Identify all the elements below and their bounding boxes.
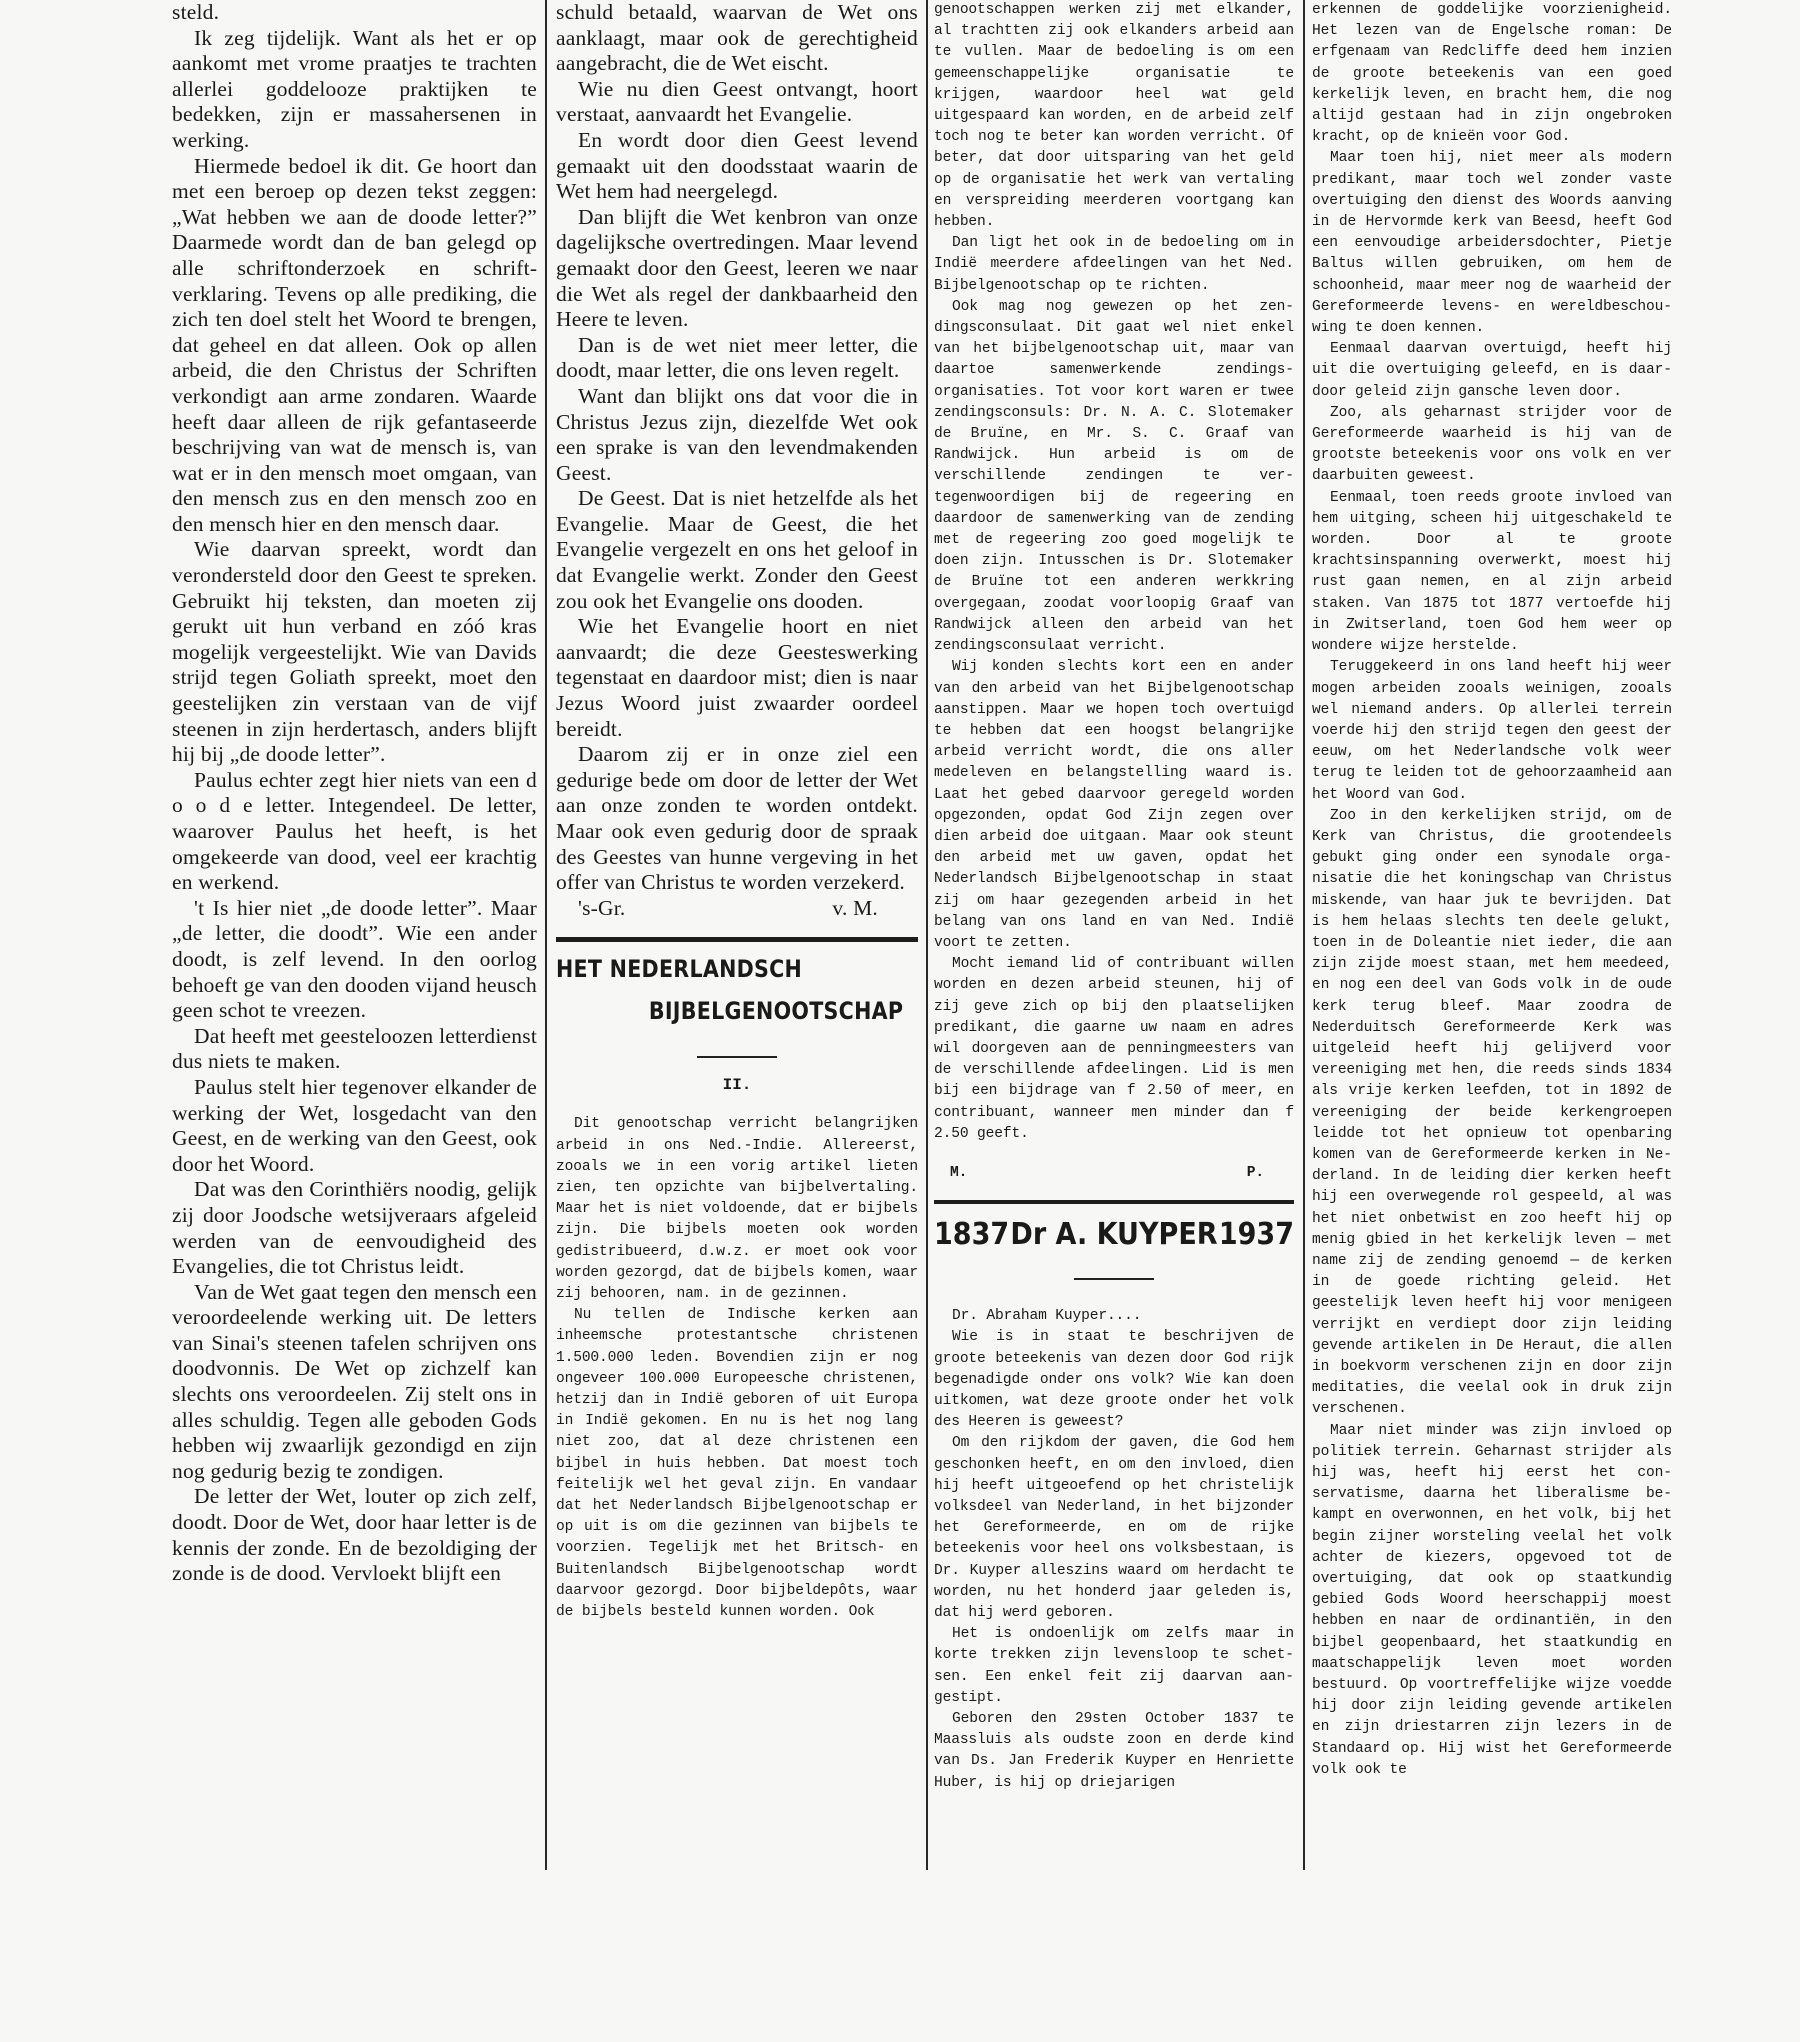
paragraph: Teruggekeerd in ons land heeft hij weer mogen arbeiden zooals weinigen, zooals wel niemand anders. Op allerlei terrein voerde hij den strijd tegen den geest der eeuw, om het Nederlandsche volk weer terug te leiden tot de gehoorzaamheid aan het Woord van God. — [1312, 659, 1672, 803]
article-body — [556, 1114, 918, 1623]
article-signature — [556, 896, 918, 922]
paragraph: steld. — [172, 0, 220, 24]
signature-right: P. — [1246, 1164, 1264, 1181]
paragraph: En wordt door dien Geest levend gemaakt uit den doodsstaat waarin de Wet hem had neergelegd. — [556, 127, 918, 204]
paragraph: Geboren den 29sten October 1837 te Maassluis als oudste zoon en derde kind van Ds. Jan Frederik Kuyper en Henriette Huber, is hij op driejarigen — [934, 1711, 1294, 1791]
paragraph: Paulus echter zegt hier niets van een d o o d e letter. Integendeel. De letter, waarover Paulus het heeft, is het omgekeerde van dood, veel eer krachtig en werkend. — [172, 767, 537, 895]
kuyper-title-year-right: 1937 — [1218, 1217, 1294, 1253]
article-title-line: BIJBELGENOOTSCHAP — [648, 997, 904, 1026]
paragraph: Zoo, als geharnast strijder voor de Gereformeerde waarheid is hij van de grootste beteekenis voor ons volk en ver daarbuiten geweest. — [1312, 404, 1672, 485]
paragraph: Eenmaal daarvan overtuigd, heeft hij uit die overtuiging geleefd, en is daardoor geleid zijn gansche leven door. — [1312, 341, 1672, 400]
article-title — [556, 954, 904, 1026]
kuyper-title — [934, 1218, 1294, 1252]
paragraph: Paulus stelt hier tegenover elkander de werking der Wet, losgedacht van den Geest, en de werking van den Geest, ook door het Woord. — [172, 1074, 537, 1176]
section-divider — [556, 937, 918, 942]
paragraph: Wie het Evangelie hoort en niet aanvaardt; die deze Geesteswerking tegenstaat en daardoor mist; dien is naar Jezus Woord juist zwaarder oordeel bereidt. — [556, 614, 918, 741]
paragraph: Wie nu dien Geest ontvangt, hoort verstaat, aanvaardt het Evangelie. — [556, 76, 918, 127]
kuyper-title-name: Dr A. KUYPER — [1010, 1217, 1218, 1253]
paragraph: Zoo in den kerkelijken strijd, om de Kerk van Christus, die grootendeels gebukt ging onder een synodale organisatie die het koningschap van Christus miskende, van haar juk te bevrijden. Dat is hem helaas slechts ten deele gelukt, toen in de Doleantie niet ieder, die aan zijn zijde moest staan, met hem meedeed, en nog een deel van Gods volk in de oude kerk terug bleef. Maar zoodra de Nederduitsch Gereformeerde Kerk was uitgeleid heeft hij gelijverd voor vereeniging met hen, die reeds sinds 1834 als vrije kerken leefden, tot in 1892 de vereeniging der beide kerkengroepen leidde tot het opnieuw tot openbaring komen van de Gereformeerde kerken in Nederland. In de leiding dier kerken heeft hij een overwegende rol gespeeld, al was het niet onbetwist en zoo heeft hij op menig gbied in het kerkelijk leven — met name zij de zending genoemd — de kerken in de goede richting geleid. Het geestelijk leven heeft hij voor menigeen verrijkt en verdiept door zijn leiding gevende artikelen in De Heraut, die allen in boekvorm verschenen zijn en door zijn meditaties, die veelal ook in druk zijn verschenen. — [1312, 807, 1672, 1418]
column-3 — [934, 0, 1294, 1870]
kuyper-title-year-left: 1837 — [934, 1217, 1010, 1253]
paragraph: genootschappen werken zij met elkander, al trachtten zij ook elkanders arbeid aan te vullen. Maar de bedoeling is om een gemeenschappelijke organisatie te krijgen, waardoor heel wat geld uitgespaard kan worden, en de arbeid zelf toch nog te beter kan worden verricht. Of beter, dat door uitsparing van het geld op de organisatie het werk van vertaling en verspreiding meerderen voortgang kan hebben. — [934, 2, 1294, 231]
column-1 — [172, 0, 537, 1870]
column-4 — [1312, 0, 1672, 1870]
paragraph: Dan ligt het ook in de bedoeling om in Indië meerdere afdeelingen van het Ned. Bijbelgenootschap op te richten. — [934, 235, 1294, 294]
paragraph: Dit genootschap verricht belangrijken arbeid in ons Ned.-Indie. Allereerst, zooals we in een vorig artikel lieten zien, ten opzichte van bijbelvertaling. Maar het is niet voldoende, dat er bijbels zijn. Die bijbels moeten ook worden gedistribueerd, d.w.z. er moet ook voor worden gezorgd, dat de bijbels komen, waar zij behooren, nam. in de gezinnen. — [556, 1116, 918, 1302]
paragraph: Dr. Abraham Kuyper.... — [952, 1308, 1142, 1325]
column-rule — [1303, 0, 1305, 1870]
paragraph: 't Is hier niet „de doode letter”. Maar „de letter, die doodt”. Wie een ander doodt, is zelf levend. In den oorlog behoeft ge van den dooden vijand heusch geen schot te vreezen. — [172, 895, 537, 1023]
paragraph: erkennen de goddelijke voorzienigheid. Het lezen van de Engelsche roman: De erfgenaam van Redcliffe deed hem inzien de groote beteekenis van een goed kerkelijk leven, en bracht hem, die nog altijd gestaan had in zijn ongebroken kracht, op de knieën voor God. — [1312, 2, 1672, 146]
paragraph: Dan blijft die Wet kenbron van onze dagelijksche overtredingen. Maar levend gemaakt door den Geest, leeren we naar die Wet als regel der dankbaarheid den Heere te leven. — [556, 204, 918, 332]
paragraph: Maar toen hij, niet meer als modern predikant, maar toch wel zonder vaste overtuiging den dienst des Woords aanving in de Hervormde kerk van Beesd, heeft God een eenvoudige arbeidersdochter, Pietje Baltus willen gebruiken, om hem de schoonheid, maar meer nog de waarheid der Gereformeerde levens- en wereldbeschouwing te doen kennen. — [1312, 150, 1672, 337]
article-title-line: HET NEDERLANDSCH — [556, 955, 803, 984]
paragraph: Hiermede bedoel ik dit. Ge hoort dan met een beroep op dezen tekst zeggen: „Wat hebben we aan de doode letter?” Daarmede wordt dan de ban gelegd op alle schriftonderzoek en schriftverklaring. Tevens op alle prediking, die zich ten doel stelt het Woord te brengen, dat geheel en dat alleen. Ook op allen arbeid, die den Christus der Schriften verkondigt aan arme zondaren. Waarde heeft daar alleen de rijk gefantaseerde beschrijving van wat de mensch is, van wat er in den mensch moet omgaan, van den mensch zus en den mensch zoo en den mensch hier en den mensch daar. — [172, 153, 537, 536]
title-ornament-rule — [697, 1056, 777, 1058]
column-2 — [556, 0, 918, 1870]
article-signature — [934, 1163, 1294, 1184]
paragraph: Wij konden slechts kort een en ander van den arbeid van het Bijbelgenootschap aanstippen. Maar we hopen toch overtuigd te hebben dat een hoogst belangrijke arbeid verricht wordt, die ons aller medeleven en belangstelling waard is. Laat het gebed daarvoor geregeld worden opgezonden, opdat God Zijn zegen over dien arbeid doe uitgaan. Maar ook steunt den arbeid met uw gaven, opdat het Nederlandsch Bijbelgenootschap in staat zij om haar gezegenden arbeid in het belang van ons land en van Ned. Indië voort te zetten. — [934, 659, 1294, 951]
paragraph: Maar niet minder was zijn invloed op politiek terrein. Geharnast strijder als hij was, heeft hij eerst het conservatisme, daarna het liberalisme bekampt en overwonnen, en het volk, bij het begin zijner worsteling veelal het volk achter de kiezers, opgevoed tot de overtuiging, dat ook op staatkundig gebied Gods Woord heerschappij moest hebben en naar de ordinantiën, in den bijbel geopenbaard, het staatkundig en maatschappelijk leven moet worden bestuurd. Op voortreffelijke wijze voedde hij door zijn leiding gevende artikelen en zijn driestarren zijn lezers in de Standaard op. Hij wist het Gereformeerde volk ook te — [1312, 1422, 1672, 1778]
paragraph: Ik zeg tijdelijk. Want als het er op aankomt met vrome praatjes te trachten allerlei goddelooze praktijken te bedekken, zijn er massahersenen in werking. — [172, 25, 537, 152]
paragraph: De letter der Wet, louter op zich zelf, doodt. Door de Wet, door haar letter is de kennis der zonde. En de bezoldiging der zonde is de dood. Vervloekt blijft een — [172, 1484, 537, 1586]
section-divider — [934, 1200, 1294, 1204]
column-rule — [926, 0, 928, 1870]
paragraph: Dan is de wet niet meer letter, die doodt, maar letter, die ons leven regelt. — [556, 332, 918, 383]
paragraph: Dat heeft met geesteloozen letterdienst dus niets te maken. — [172, 1023, 537, 1074]
paragraph: Om den rijkdom der gaven, die God hem geschonken heeft, en om den invloed, dien hij heeft uitgeoefend op het christelijk volksdeel van Nederland, in het bijzonder het Gereformeerde, en om de rijke beteekenis voor heel ons volksbestaan, is Dr. Kuyper alleszins waard om herdacht te worden, nu het honderd jaar geleden is, dat hij werd geboren. — [934, 1435, 1294, 1622]
signature-left: M. — [950, 1164, 968, 1181]
signature-place: 's-Gr. — [578, 895, 626, 920]
paragraph: Want dan blijkt ons dat voor die in Christus Jezus zijn, diezelfde Wet ook een sprake is van den levendmakenden Geest. — [556, 383, 918, 485]
article-body — [934, 1306, 1294, 1794]
paragraph: Mocht iemand lid of contribuant willen worden en dezen arbeid steunen, hij of zij geve zich op bij den plaatselijken predikant, die gaarne uw naam en adres wil doorgeven aan de penningmeesters van de verschillende afdeelingen. Lid is men bij een bijdrage van f 2.50 of meer, en contribuant, wanneer men minder dan f 2.50 geeft. — [934, 956, 1294, 1142]
paragraph: schuld betaald, waarvan de Wet ons aanklaagt, maar ook de gerechtigheid aangebracht, die de Wet eischt. — [556, 0, 918, 76]
paragraph: Dat was den Corinthiërs noodig, gelijk zij door Joodsche wetsijveraars afgeleid werden van de eenvoudigheid des Evangelies, die tot Christus leidt. — [172, 1177, 537, 1279]
paragraph: Eenmaal, toen reeds groote invloed van hem uitging, scheen hij uitgeschakeld te worden. Door al te groote krachtsinspanning overwerkt, moest hij rust gaan nemen, en al zijn arbeid staken. Van 1875 tot 1877 vertoefde hij in Zwitserland, toen God hem weer op wondere wijze herstelde. — [1312, 489, 1672, 655]
page-columns — [172, 0, 1672, 1870]
paragraph: Nu tellen de Indische kerken aan inheemsche protestantsche christenen 1.500.000 leden. Bovendien zijn er nog ongeveer 100.000 Europeesche christenen, hetzij dan in Indië geboren of uit Europa in Indië gekomen. En nu is het nog lang niet zoo, dat al deze christenen een bijbel in huis hebben. Dat moest toch feitelijk wel het geval zijn. En vandaar dat het Nederlandsch Bijbelgenootschap er op uit is om die gezinnen van bijbels te voorzien. Tegelijk met het Britsch- en Buitenlandsch Bijbelgenootschap wordt daarvoor gezorgd. Door bijbeldepôts, waar de bijbels besteld kunnen worden. Ook — [556, 1307, 918, 1621]
paragraph: Daarom zij er in onze ziel een gedurige bede om door de letter der Wet aan onze zonden te worden ontdekt. Maar ook even gedurig door de spraak des Geestes van hunne vergeving in het offer van Christus te worden verzekerd. — [556, 742, 918, 895]
paragraph: Wie daarvan spreekt, wordt dan verondersteld door den Geest te spreken. Gebruikt hij teksten, dan moeten zij gerukt uit hun verband en zóó kras mogelijk vergeestelijkt. Wie van Davids strijd tegen Goliath spreekt, moet den geestelijken zin verstaan van de vijf steenen in zijn herdertasch, anders blijft hij bij „de doode letter”. — [172, 537, 537, 767]
signature-initials: v. M. — [832, 895, 878, 920]
article-continuation — [934, 0, 1294, 1184]
article-continuation — [556, 0, 918, 921]
paragraph: De Geest. Dat is niet hetzelfde als het Evangelie. Maar de Geest, die het Evangelie vergezelt en ons het geloof in dat Evangelie werkt. Zonder den Geest zou ook het Evangelie ons dooden. — [556, 486, 918, 613]
title-ornament-rule — [1074, 1278, 1154, 1280]
article-part-number: II. — [722, 1076, 752, 1095]
column-rule — [545, 0, 547, 1870]
paragraph: Ook mag nog gewezen op het zendingsconsulaat. Dit gaat wel niet enkel van het bijbelgenootschap uit, maar van daartoe samenwerkende zendingsorganisaties. Tot voor kort waren er twee zendingsconsuls: Dr. N. A. C. Slotemaker de Bruïne, en Mr. S. C. Graaf van Randwijck. Hun arbeid is om de verschillende zendingen te vertegenwoordigen bij de regeering en daardoor de samenwerking van de zending met de regeering zoo goed mogelijk te doen zijn. Intusschen is Dr. Slotemaker de Bruïne tot een anderen werkkring overgegaan, zoodat voorloopig Graaf van Randwijck alleen den arbeid van het zendingsconsulaat verricht. — [934, 298, 1294, 655]
paragraph: Het is ondoenlijk om zelfs maar in korte trekken zijn levensloop te schetsen. Een enkel feit zij daarvan aangestipt. — [934, 1626, 1294, 1706]
paragraph: Wie is in staat te beschrijven de groote beteekenis van dezen door God rijk begenadigde onder ons volk? Wie kan doen uitkomen, wat deze groote onder het volk des Heeren is geweest? — [934, 1329, 1294, 1431]
paragraph: Van de Wet gaat tegen den mensch een veroordeelende werking uit. De letters van Sinai's steenen tafelen schrijven ons doodvonnis. De Wet op zichzelf kan slechts ons veroordeelen. Zij stelt ons in alles schuldig. Tegen alle geboden Gods hebben wij zwaarlijk gezondigd en zijn nog gedurig bezig te zondigen. — [172, 1279, 537, 1483]
